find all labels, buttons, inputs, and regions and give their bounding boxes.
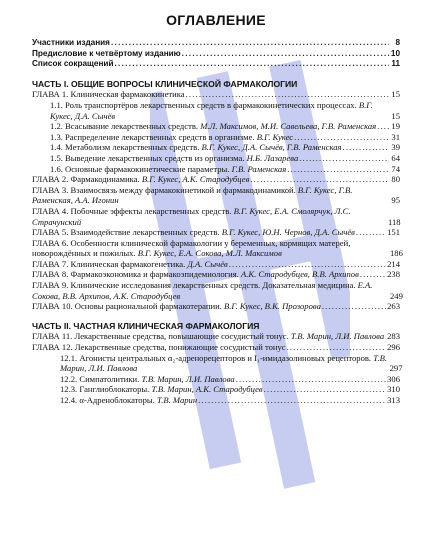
toc-entry-line xyxy=(50,100,400,121)
toc-entry-line xyxy=(32,89,400,100)
toc-entry[interactable] xyxy=(32,352,403,374)
page-number: 31 xyxy=(391,131,400,142)
toc-entry[interactable] xyxy=(32,185,400,206)
toc-entry[interactable] xyxy=(32,59,400,70)
page-number: 39 xyxy=(391,142,400,153)
entry-title: ГЛАВА 3. Взаимосвязь между фармакокинетикой и фармакодинамикой. В.Г. Кукес, Г.В. Раменская, А.А. Игонин xyxy=(32,184,353,206)
leader-dots xyxy=(385,331,386,342)
entry-title: 1.4. Метаболизм лекарственных средств. В.Г. Кукес, Д.А. Сычёв, Г.В. Раменская xyxy=(50,142,342,153)
entry-title: 12.4. α-Адреноблокаторы. Т.В. Марин xyxy=(60,395,198,405)
leader-dots xyxy=(264,384,386,395)
toc-entry-line xyxy=(32,269,400,280)
entry-title: ГЛАВА 11. Лекарственные средства, повышающие сосудистый тонус. Т.В. Марин, Л.И. Павлова xyxy=(32,331,385,342)
entry-authors: В.Г. Кукес xyxy=(256,131,294,142)
toc-entry-line xyxy=(32,206,400,227)
page-number: 313 xyxy=(387,395,400,405)
toc-entry[interactable] xyxy=(32,49,400,60)
toc-entry-line xyxy=(50,153,400,164)
toc-entry[interactable] xyxy=(32,259,400,270)
entry-authors: В.Г. Кукес, Д.А. Сычёв xyxy=(50,99,373,121)
toc-entry-line xyxy=(32,331,400,342)
page-number: 80 xyxy=(391,174,400,185)
toc-entry[interactable] xyxy=(32,164,400,175)
entry-authors: Т.В. Марин, Л.И. Павлова xyxy=(141,373,235,384)
entry-title: 12.3. Ганглиоблокаторы. Т.В. Марин, А.К. Стародубцев xyxy=(60,384,263,395)
toc-entry[interactable] xyxy=(32,269,400,280)
entry-authors: М.Л. Максимов, М.И. Савельева, Г.В. Раменская xyxy=(200,121,377,132)
toc-entry[interactable] xyxy=(32,206,400,227)
toc-entry[interactable] xyxy=(32,374,400,385)
toc-entry[interactable] xyxy=(32,38,400,49)
toc-entry[interactable] xyxy=(32,342,400,353)
toc-entry-line xyxy=(50,132,400,143)
page-number: 15 xyxy=(391,89,400,100)
page-number: 186 xyxy=(390,248,403,259)
toc-entry-line xyxy=(50,142,400,153)
page-number: 296 xyxy=(387,342,400,353)
toc-entry-line xyxy=(50,121,400,132)
entry-authors: Т.В. Марин, Л.И. Павлова xyxy=(290,331,385,342)
toc-entry[interactable] xyxy=(32,121,400,132)
toc-entry-line xyxy=(32,227,400,238)
entry-title: 1.6. Основные фармакокинетические параметры. Г.В. Раменская xyxy=(50,163,287,174)
entry-authors: В.Г. Кукес, Ю.Н. Чернов, Д.А. Сычёв xyxy=(221,227,355,238)
toc-entry[interactable] xyxy=(32,132,400,143)
toc-entry[interactable] xyxy=(32,301,400,312)
entry-authors: Д.А. Сычёв xyxy=(187,258,228,269)
entry-title: 1.1. Роль транспортёров лекарственных средств в фармакокинетических процессах. В.Г. Кукес, Д.А. Сычёв xyxy=(50,99,373,121)
entry-authors: Т.В. Марин, Л.И. Павлова xyxy=(60,352,388,374)
toc-entry[interactable] xyxy=(32,100,400,121)
toc-entry-line xyxy=(50,164,400,175)
entry-title: 12.1. Агонисты центральных α₂-адренорецепторов и I₁-имидазолиновых рецепторов. Т.В. Марин, Л.И. Павлова xyxy=(60,352,388,374)
page-number: 283 xyxy=(387,331,400,342)
leader-dots xyxy=(182,49,389,60)
toc-entry[interactable] xyxy=(32,174,400,185)
toc-entry-line xyxy=(60,395,400,406)
leader-dots xyxy=(356,227,386,238)
toc-entry-line xyxy=(32,174,400,185)
entry-title: ГЛАВА 1. Клиническая фармакокинетика xyxy=(32,89,185,100)
entry-title: ГЛАВА 7. Клиническая фармакогенетика. Д.А. Сычёв xyxy=(32,258,228,269)
page-number: 310 xyxy=(387,384,400,395)
page-number: 15 xyxy=(391,110,400,121)
toc-entry[interactable] xyxy=(32,89,400,100)
entry-authors: Г.В. Раменская xyxy=(231,163,287,174)
page-number: 74 xyxy=(391,163,400,174)
leader-dots xyxy=(250,174,389,185)
toc-entry[interactable] xyxy=(32,331,400,342)
leader-dots xyxy=(322,301,386,312)
entry-title: Предисловие к четвёртому изданию xyxy=(32,48,181,58)
entry-authors: В.Г. Кукес, Д.А. Сычёв, Г.В. Раменская xyxy=(201,142,342,153)
leader-dots xyxy=(294,132,389,143)
entry-title: 1.5. Выведение лекарственных средств из организма. Н.Б. Лазарева xyxy=(50,152,299,163)
entry-authors: В.Г. Кукес, Е.А. Сокова, М.Л. Максимов xyxy=(137,248,282,259)
entry-authors: В.Г. Кукес, А.К. Стародубцев xyxy=(141,174,250,185)
page-number: 214 xyxy=(387,258,400,269)
page-number: 95 xyxy=(391,195,400,206)
page-number: 306 xyxy=(387,373,400,384)
page-number: 249 xyxy=(390,290,403,301)
entry-title: ГЛАВА 10. Основы рациональной фармакотерапии. В.Г. Кукес, В.К. Прозорова xyxy=(32,301,321,312)
entry-title: ГЛАВА 6. Особенности клинической фармакологии у беременных, кормящих матерей, новорождённых и пожилых. В.Г. Кукес, Е.А. Сокова, М.Л. Максимов xyxy=(32,237,351,259)
page-number: 238 xyxy=(387,269,400,280)
entry-title: ГЛАВА 5. Взаимодействие лекарственных средств. В.Г. Кукес, Ю.Н. Чернов, Д.А. Сычёв xyxy=(32,227,355,238)
entry-title: 1.2. Всасывание лекарственных средств. М.Л. Максимов, М.И. Савельева, Г.В. Раменская xyxy=(50,121,377,132)
toc-entry-line xyxy=(32,342,400,353)
leader-dots xyxy=(229,259,386,270)
entry-title: Участники издания xyxy=(32,38,110,47)
entry-authors: Е.А. Сокова, В.В. Архипов, А.К. Стародубцев xyxy=(32,280,373,301)
leader-dots xyxy=(287,342,387,353)
page-number: 64 xyxy=(391,152,400,163)
toc-entry-line xyxy=(32,185,400,206)
leader-dots xyxy=(115,59,390,70)
leader-dots xyxy=(198,395,386,406)
toc-entry-line xyxy=(32,301,400,312)
toc-entry-line xyxy=(32,280,403,301)
entry-title: 1.3. Распределение лекарственных средств в организме. В.Г. Кукес xyxy=(50,131,294,142)
page-title: ОГЛАВЛЕНИЕ xyxy=(166,12,266,28)
leader-dots xyxy=(377,121,389,132)
toc-entry-line xyxy=(32,259,400,270)
leader-dots xyxy=(299,153,389,164)
toc-entry[interactable] xyxy=(32,153,400,164)
entry-authors: В.Г. Кукес, В.К. Прозорова xyxy=(223,301,321,312)
toc-entry[interactable] xyxy=(32,384,400,395)
entry-title: ГЛАВА 4. Побочные эффекты лекарственных средств. В.Г. Кукес, Е.А. Смолярчук, Л.С. Страчунский xyxy=(32,205,351,227)
leader-dots xyxy=(343,142,389,153)
toc-entry[interactable] xyxy=(32,227,400,238)
leader-dots xyxy=(236,374,386,385)
part-heading: ЧАСТЬ I. ОБЩИЕ ВОПРОСЫ КЛИНИЧЕСКОЙ ФАРМАКОЛОГИИ xyxy=(32,78,298,89)
front-matter xyxy=(32,38,400,70)
toc-entry-line xyxy=(60,374,400,385)
page-number: 8 xyxy=(395,38,400,47)
entry-title: 12.2. Симпатолитики. Т.В. Марин, Л.И. Павлова xyxy=(60,373,235,384)
leader-dots xyxy=(111,38,389,49)
entry-title: ГЛАВА 2. Фармакодинамика. В.Г. Кукес, А.К. Стародубцев xyxy=(32,174,250,185)
page-number: 297 xyxy=(389,363,403,374)
toc-entry-line xyxy=(60,352,403,374)
leader-dots xyxy=(360,269,386,280)
leader-dots xyxy=(186,89,389,100)
table-of-contents xyxy=(32,12,403,406)
page-number: 10 xyxy=(390,48,400,58)
entry-title: Список сокращений xyxy=(32,59,114,69)
page-number: 263 xyxy=(387,301,400,312)
entry-title: ГЛАВА 8. Фармакоэкономика и фармакоэпидемиология. А.К. Стародубцев, В.В. Архипов xyxy=(32,269,359,280)
entry-authors: В.Г. Кукес, Е.А. Смолярчук, Л.С. Страчунский xyxy=(32,205,351,227)
toc-parts xyxy=(32,78,403,406)
entry-title: ГЛАВА 9. Клинические исследования лекарственных средств. Доказательная медицина. Е.А. Сокова, В.В. Архипов, А.К. Стародубцев xyxy=(32,280,373,301)
page-number: 151 xyxy=(387,227,400,238)
entry-authors: Т.В. Марин, А.К. Стародубцев xyxy=(151,384,263,395)
toc-entry[interactable] xyxy=(32,395,400,406)
toc-entry[interactable] xyxy=(32,280,403,301)
part-heading: ЧАСТЬ II. ЧАСТНАЯ КЛИНИЧЕСКАЯ ФАРМАКОЛОГИЯ xyxy=(32,320,260,331)
entry-authors: Т.В. Марин xyxy=(156,395,198,405)
toc-entry-line xyxy=(32,237,403,259)
toc-entry[interactable] xyxy=(32,237,403,259)
toc-entry-line xyxy=(60,384,400,395)
page-number: 118 xyxy=(387,216,401,227)
toc-entry[interactable] xyxy=(32,142,400,153)
entry-authors: Н.Б. Лазарева xyxy=(246,152,299,163)
entry-authors: В.Г. Кукес, Г.В. Раменская, А.А. Игонин xyxy=(32,184,353,206)
page-number: 19 xyxy=(391,121,400,132)
entry-title: ГЛАВА 12. Лекарственные средства, понижающие сосудистый тонус xyxy=(32,342,286,353)
entry-authors: А.К. Стародубцев, В.В. Архипов xyxy=(240,269,359,280)
page-number: 11 xyxy=(391,59,400,69)
leader-dots xyxy=(287,164,389,175)
